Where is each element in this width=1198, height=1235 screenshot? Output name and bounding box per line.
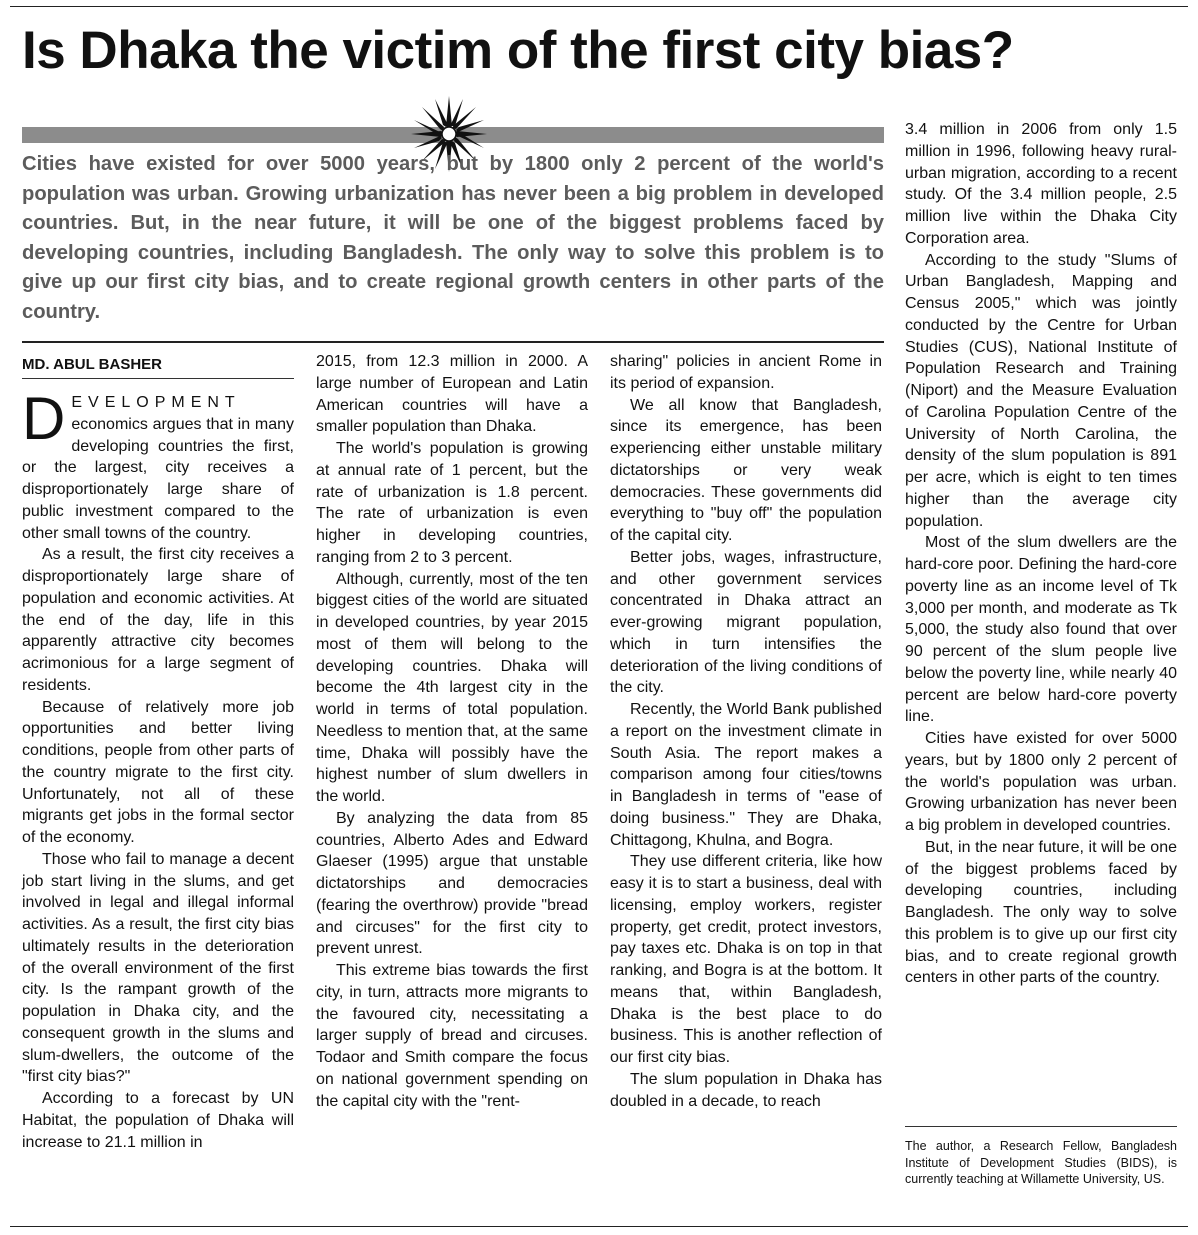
bottom-frame-rule bbox=[10, 1226, 1188, 1227]
headline: Is Dhaka the victim of the first city bias? bbox=[22, 21, 1014, 80]
article-paragraph: 3.4 million in 2006 from only 1.5 million in 1996, following heavy rural-urban migration, according to a recent study. Of the 3.4 million people, 2.5 million live within the Dhaka City Corporation area. bbox=[905, 121, 1177, 247]
article-paragraph: We all know that Bangladesh, since its emergence, has been experiencing either unstable military dictatorships or very weak democracies. These governments did everything to "buy off" the population of the capital city. bbox=[610, 396, 882, 544]
article-paragraph: Better jobs, wages, infrastructure, and other government services concentrated in Dhaka attract an ever-growing migrant population, which in turn intensifies the deterioration of the living conditions of the city. bbox=[610, 548, 882, 697]
article-paragraph: This extreme bias towards the first city, in turn, attracts more migrants to the favoured city, necessitating a larger supply of bread and circuses. Todaor and Smith compare the focus on national government spending on the capital city with the "rent- bbox=[316, 962, 588, 1110]
article-paragraph: sharing" policies in ancient Rome in its period of expansion. bbox=[610, 353, 882, 392]
article-paragraph: But, in the near future, it will be one of the biggest problems faced by developing countries, including Bangladesh. The only way to solve this problem is to give up our first city bias, and to create regional growth centers in other parts of the country. bbox=[905, 838, 1177, 987]
lead-word: EVELOPMENT bbox=[71, 394, 241, 411]
byline: MD. ABUL BASHER bbox=[22, 355, 294, 379]
article-paragraph: Cities have existed for over 5000 years, but by 1800 only 2 percent of the world's population was urban. Growing urbanization has never been a big problem in developed countries. bbox=[905, 730, 1177, 834]
article-paragraph bbox=[22, 385, 294, 544]
article-paragraph: According to a forecast by UN Habitat, the population of Dhaka will increase to 21.1 million in bbox=[22, 1090, 294, 1151]
article-paragraph: The slum population in Dhaka has doubled in a decade, to reach bbox=[610, 1070, 882, 1110]
top-frame-rule bbox=[10, 6, 1188, 7]
article-column-4 bbox=[905, 119, 1177, 989]
article-column-3 bbox=[610, 351, 882, 1112]
article-paragraph: By analyzing the data from 85 countries, Alberto Ades and Edward Glaeser (1995) argue that unstable dictatorships and democracies (fearing the overthrow) provide "bread and circuses" for the first city to prevent unrest. bbox=[316, 809, 588, 958]
article-paragraph: Those who fail to manage a decent job start living in the slums, and get involved in legal and illegal informal activities. As a result, the first city bias ultimately results in the deterioration of the overall environment of the first city. Is the rampant growth of the population in Dhaka city, and the consequent growth in the slums and slum-dwellers, the outcome of the "first city bias?" bbox=[22, 850, 294, 1086]
article-paragraph: They use different criteria, like how easy it is to start a business, deal with licensing, employ workers, register property, get credit, protect investors, pay taxes etc. Dhaka is on top in that ranking, and Bogra is at the bottom. It means that, within Bangladesh, Dhaka is the best place to do business. This is another reflection of our first city bias. bbox=[610, 853, 882, 1066]
article-paragraph: 2015, from 12.3 million in 2000. A large number of European and Latin American countries will have a smaller population than Dhaka. bbox=[316, 353, 588, 436]
deck-summary: Cities have existed for over 5000 years, but by 1800 only 2 percent of the world's population was urban. Growing urbanization has never been a big problem in developed countries. But, in the near future, it will be one of the biggest problems faced by developing countries, including Bangladesh. The only way to solve this problem is to give up our first city bias, and to create regional growth centers in other parts of the country. bbox=[22, 153, 884, 323]
drop-cap: D bbox=[22, 385, 66, 452]
author-note-rule bbox=[905, 1126, 1177, 1127]
article-paragraph: Recently, the World Bank published a report on the investment climate in South Asia. The report makes a comparison among four cities/towns in Bangladesh in terms of "ease of doing business." They are Dhaka, Chittagong, Khulna, and Bogra. bbox=[610, 701, 882, 849]
deck-rule bbox=[22, 341, 884, 343]
article-column-2 bbox=[316, 351, 588, 1112]
article-paragraph: Because of relatively more job opportunities and better living conditions, people from other parts of the country migrate to the first city. Unfortunately, not all of these migrants get jobs in the formal sector of the economy. bbox=[22, 698, 294, 846]
article-text: economics argues that in many developing countries the first, or the largest, city receives a disproportionately large share of public investment compared to the other small towns of the country. bbox=[22, 415, 294, 542]
article-column-1 bbox=[22, 385, 294, 1153]
article-paragraph: Most of the slum dwellers are the hard-core poor. Defining the hard-core poverty line as an income level of Tk 3,000 per month, and moderate as Tk 5,000, the study also found that over 90 percent of the slum people live below the poverty line, while nearly 40 percent are below hard-core poverty line. bbox=[905, 534, 1177, 726]
article-paragraph: Although, currently, most of the ten biggest cities of the world are situated in developed countries, by year 2015 most of them will belong to the developing countries. Dhaka will become the 4th largest city in the world in terms of total population. Needless to mention that, at the same time, Dhaka will possibly have the highest number of slum dwellers in the world. bbox=[316, 570, 588, 805]
article-paragraph: As a result, the first city receives a disproportionately large share of population and economic activities. At the end of the day, life in this apparently attractive city becomes acrimonious for a large segment of residents. bbox=[22, 546, 294, 694]
article-paragraph: The world's population is growing at annual rate of 1 percent, but the rate of urbanization is 1.8 percent. The rate of urbanization is even higher in developing countries, ranging from 2 to 3 percent. bbox=[316, 440, 588, 566]
article-paragraph: According to the study "Slums of Urban Bangladesh, Mapping and Census 2005," which was jointly conducted by the Centre for Urban Studies (CUS), National Institute of Population Research and Training (Niport) and the Measure Evaluation of Carolina Population Centre of the University of North Carolina, the density of the slum population is 891 per acre, which is eight to ten times higher than the average city population. bbox=[905, 251, 1177, 530]
author-note: The author, a Research Fellow, Bangladesh Institute of Development Studies (BIDS), is currently teaching at Willamette University, US. bbox=[905, 1139, 1177, 1186]
